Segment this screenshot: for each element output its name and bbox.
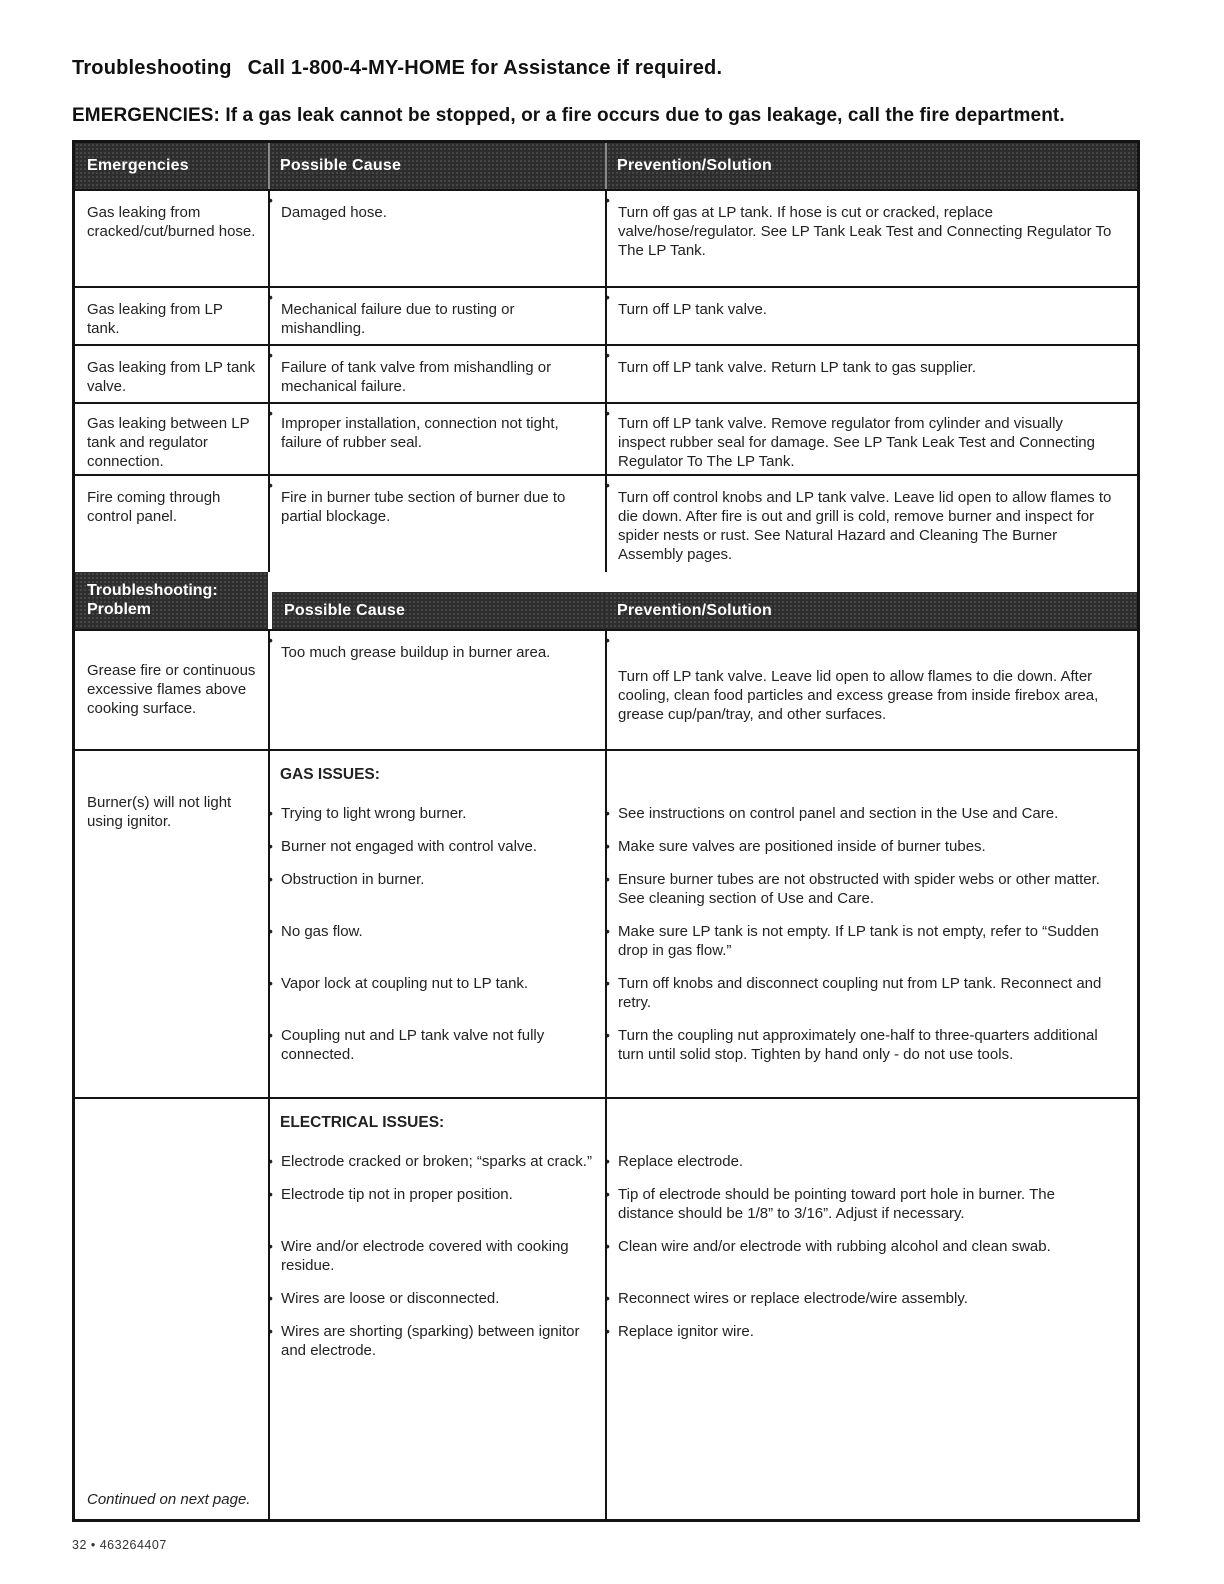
solution-item: • Replace electrode. bbox=[605, 1152, 1137, 1185]
gas-issues-row bbox=[75, 749, 1137, 1097]
spacer-cell bbox=[605, 751, 1137, 804]
table-row bbox=[75, 474, 1137, 572]
table-row bbox=[75, 402, 1137, 474]
filler-cell bbox=[268, 1374, 605, 1519]
cause-item: • Wire and/or electrode covered with cooking residue. bbox=[268, 1237, 605, 1289]
cause-cell: • Too much grease buildup in burner area. bbox=[268, 631, 605, 734]
header-emergencies: Emergencies bbox=[87, 157, 189, 174]
header-possible-cause: Possible Cause bbox=[280, 157, 402, 174]
cause-item: • Vapor lock at coupling nut to LP tank. bbox=[268, 974, 605, 1026]
solution-cell: • Turn off LP tank valve. Return LP tank to gas supplier. bbox=[605, 346, 1137, 406]
page-footer: 32 • 463264407 bbox=[72, 1538, 167, 1552]
cause-item: • Electrode tip not in proper position. bbox=[268, 1185, 605, 1237]
page-title-right: Call 1-800-4-MY-HOME for Assistance if required. bbox=[247, 57, 723, 79]
problem-cell: Gas leaking from cracked/cut/burned hose. bbox=[87, 204, 256, 240]
solution-item: • Replace ignitor wire. bbox=[605, 1322, 1137, 1374]
solution-item: • Ensure burner tubes are not obstructed with spider webs or other matter. See cleaning section of Use and Care. bbox=[605, 870, 1137, 922]
troubleshooting-table bbox=[72, 140, 1140, 1522]
cause-cell: • Mechanical failure due to rusting or mishandling. bbox=[268, 288, 605, 348]
solution-cell: • Turn off control knobs and LP tank valve. Leave lid open to allow flames to die down. After fire is out and grill is cold, remove burner and inspect for spider nests or rust. See Natural Hazard and Cleaning The Burner Assembly pages. bbox=[605, 476, 1137, 574]
solution-cell: • Turn off LP tank valve. Remove regulator from cylinder and visually inspect rubber seal for damage. See LP Tank Leak Test and Connecting Regulator To The LP Tank. bbox=[605, 404, 1137, 481]
problem-cell: Burner(s) will not light using ignitor. bbox=[87, 794, 232, 830]
cause-cell: • Fire in burner tube section of burner due to partial blockage. bbox=[268, 476, 605, 574]
cause-item: • Coupling nut and LP tank valve not fully connected. bbox=[268, 1026, 605, 1078]
cause-item: • No gas flow. bbox=[268, 922, 605, 974]
cause-item: • Trying to light wrong burner. bbox=[268, 804, 605, 837]
spacer-cell bbox=[605, 1099, 1137, 1152]
solution-cell: • Turn off gas at LP tank. If hose is cut or cracked, replace valve/hose/regulator. See LP Tank Leak Test and Connecting Regulator To The LP Tank. bbox=[605, 191, 1137, 270]
problem-cell bbox=[75, 1099, 268, 1519]
filler-cell bbox=[605, 1374, 1137, 1519]
section-label-gas-issues: GAS ISSUES: bbox=[280, 766, 380, 783]
cause-item: • Wires are loose or disconnected. bbox=[268, 1289, 605, 1322]
solution-item: • Make sure LP tank is not empty. If LP tank is not empty, refer to “Sudden drop in gas flow.” bbox=[605, 922, 1137, 974]
problem-cell: Grease fire or continuous excessive flames above cooking surface. bbox=[87, 662, 256, 717]
emergencies-header-row bbox=[75, 143, 1137, 189]
header-prevention-solution: Prevention/Solution bbox=[605, 592, 1137, 629]
problem-cell: Fire coming through control panel. bbox=[87, 489, 221, 525]
troubleshooting-header-row bbox=[75, 572, 1137, 629]
solution-cell: • Turn off LP tank valve. Leave lid open to allow flames to die down. After cooling, clean food particles and excess grease from inside firebox area, grease cup/pan/tray, and other surfaces. bbox=[605, 631, 1137, 734]
solution-item: • Turn the coupling nut approximately one-half to three-quarters additional turn until solid stop. Tighten by hand only - do not use tools. bbox=[605, 1026, 1137, 1078]
electrical-issues-row bbox=[75, 1097, 1137, 1519]
page-title-left: Troubleshooting bbox=[72, 57, 232, 79]
cause-item: • Burner not engaged with control valve. bbox=[268, 837, 605, 870]
solution-item: • Turn off knobs and disconnect coupling nut from LP tank. Reconnect and retry. bbox=[605, 974, 1137, 1026]
continued-note: Continued on next page. bbox=[87, 1491, 251, 1508]
header-troubleshooting-problem: Troubleshooting: Problem bbox=[75, 572, 268, 629]
header-possible-cause: Possible Cause bbox=[272, 592, 605, 629]
problem-cell: Gas leaking from LP tank. bbox=[87, 301, 223, 337]
cause-cell: • Damaged hose. bbox=[268, 191, 605, 270]
header-cell-wrap bbox=[605, 572, 1137, 629]
section-label-electrical-issues: ELECTRICAL ISSUES: bbox=[280, 1114, 445, 1131]
problem-cell: Gas leaking from LP tank valve. bbox=[87, 359, 256, 395]
emergency-notice: EMERGENCIES: If a gas leak cannot be stopped, or a fire occurs due to gas leakage, call the fire department. bbox=[72, 105, 1065, 126]
table-row bbox=[75, 189, 1137, 286]
cause-item: • Wires are shorting (sparking) between ignitor and electrode. bbox=[268, 1322, 605, 1374]
solution-item: • Make sure valves are positioned inside of burner tubes. bbox=[605, 837, 1137, 870]
solution-item: • Reconnect wires or replace electrode/wire assembly. bbox=[605, 1289, 1137, 1322]
solution-item: • Clean wire and/or electrode with rubbing alcohol and clean swab. bbox=[605, 1237, 1137, 1289]
table-row bbox=[75, 629, 1137, 749]
solution-cell: • Turn off LP tank valve. bbox=[605, 288, 1137, 348]
problem-cell: Gas leaking between LP tank and regulator connection. bbox=[87, 415, 250, 470]
cause-item: • Obstruction in burner. bbox=[268, 870, 605, 922]
header-prevention-solution: Prevention/Solution bbox=[617, 157, 772, 174]
solution-item: • Tip of electrode should be pointing toward port hole in burner. The distance should be 1/8” to 3/16”. Adjust if necessary. bbox=[605, 1185, 1137, 1237]
solution-item: • See instructions on control panel and section in the Use and Care. bbox=[605, 804, 1137, 837]
cause-cell: • Failure of tank valve from mishandling or mechanical failure. bbox=[268, 346, 605, 406]
header-cell-wrap bbox=[268, 572, 605, 629]
page-title bbox=[72, 57, 722, 80]
cause-cell: • Improper installation, connection not tight, failure of rubber seal. bbox=[268, 404, 605, 481]
table-row bbox=[75, 344, 1137, 402]
table-row bbox=[75, 286, 1137, 344]
cause-item: • Electrode cracked or broken; “sparks at crack.” bbox=[268, 1152, 605, 1185]
